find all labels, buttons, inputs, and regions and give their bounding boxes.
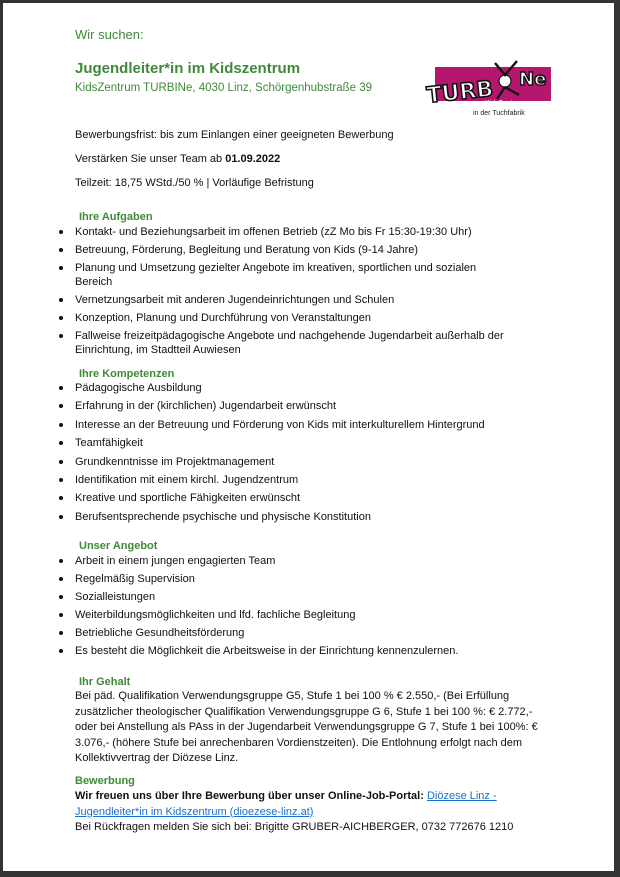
job-title: Jugendleiter*in im Kidszentrum — [75, 60, 301, 77]
start-prefix: Verstärken Sie unser Team ab — [75, 153, 226, 165]
section-title-application: Bewerbung — [75, 775, 135, 787]
document-page — [3, 3, 614, 871]
start-date-line — [75, 153, 280, 165]
list-item-text: Konzeption, Planung und Durchführung von Veranstaltungen — [75, 312, 371, 324]
list-item-text: Arbeit in einem jungen engagierten Team — [75, 555, 276, 567]
bullet-icon — [59, 559, 63, 563]
section-title-tasks: Ihre Aufgaben — [79, 211, 153, 223]
list-item — [3, 418, 515, 432]
list-item-text: Es besteht die Möglichkeit die Arbeitsweise in der Einrichtung kennenzulernen. — [75, 645, 459, 657]
list-item-text: Grundkenntnisse im Projektmanagement — [75, 455, 275, 468]
list-item-text: Vernetzungsarbeit mit anderen Jugendeinrichtungen und Schulen — [75, 294, 395, 306]
tasks-list — [3, 225, 515, 361]
list-item — [3, 436, 515, 450]
bullet-icon — [59, 631, 63, 635]
list-item — [3, 473, 515, 487]
turbine-logo — [423, 55, 553, 121]
list-item — [3, 225, 515, 239]
list-item-text: Sozialleistungen — [75, 591, 156, 603]
svg-text:TURB: TURB — [425, 76, 495, 109]
bullet-icon — [59, 496, 63, 500]
bullet-icon — [59, 441, 63, 445]
list-item — [3, 644, 515, 658]
bullet-icon — [59, 577, 63, 581]
application-lead: Wir freuen uns über Ihre Bewerbung über unser Online-Job-Portal: — [75, 790, 427, 802]
salary-text: Bei päd. Qualifikation Verwendungsgruppe G5, Stufe 1 bei 100 % € 2.550,- (Bei Erfüllung zusätzlicher theologischer Qualifikation Verwendungsgruppe G 6, Stufe 1 bei 100 %: € 2.772,- oder bei Anstellung als PAss in der Jugendarbeit Verwendungsgruppe G 7, Stufe 1 bei 100%: € 3.076,- (höhere Stufe bei anrechenbaren Vordienstzeiten). Die Entlohnung erfolgt nach dem Kollektivvertrag der Diözese Linz. — [75, 690, 538, 765]
bullet-icon — [59, 334, 63, 338]
contact-info: Bei Rückfragen melden Sie sich bei: Brigitte GRUBER-AICHBERGER, 0732 772676 1210 — [75, 821, 514, 834]
list-item — [3, 329, 515, 357]
offer-list — [3, 554, 515, 662]
bullet-icon — [59, 230, 63, 234]
list-item — [3, 491, 515, 505]
bullet-icon — [59, 460, 63, 464]
list-item-text: Regelmäßig Supervision — [75, 573, 195, 585]
list-item — [3, 572, 515, 586]
bullet-icon — [59, 386, 63, 390]
bullet-icon — [59, 649, 63, 653]
list-item-text: Kontakt- und Beziehungsarbeit im offenen Betrieb (zZ Mo bis Fr 15:30-19:30 Uhr) — [75, 226, 472, 238]
skills-list — [3, 381, 515, 528]
logo-line2: in der Tuchfabrik — [473, 110, 525, 117]
list-item-text: Berufsentsprechende psychische und physische Konstitution — [75, 510, 371, 523]
start-date: 01.09.2022 — [225, 153, 281, 165]
list-item — [3, 608, 515, 622]
list-item-text: Weiterbildungsmöglichkeiten und lfd. fachliche Begleitung — [75, 609, 356, 621]
job-portal-link[interactable]: Diözese Linz - Jugendleiter*in im Kidszentrum (dioezese-linz.at) — [75, 790, 497, 818]
list-item-text: Planung und Umsetzung gezielter Angebote im kreativen, sportlichen und sozialen Bereich — [75, 262, 477, 288]
section-title-offer: Unser Angebot — [79, 540, 158, 552]
bullet-icon — [59, 404, 63, 408]
bullet-icon — [59, 298, 63, 302]
bullet-icon — [59, 595, 63, 599]
deadline: Bewerbungsfrist: bis zum Einlangen einer geeigneten Bewerbung — [75, 129, 394, 141]
bullet-icon — [59, 248, 63, 252]
bullet-icon — [59, 316, 63, 320]
list-item — [3, 381, 515, 395]
list-item — [3, 554, 515, 568]
location: KidsZentrum TURBINe, 4030 Linz, Schörgenhubstraße 39 — [75, 82, 373, 94]
list-item — [3, 243, 515, 257]
svg-text:Ne: Ne — [519, 69, 547, 90]
list-item-text: Betriebliche Gesundheitsförderung — [75, 627, 245, 639]
list-item-text: Pädagogische Ausbildung — [75, 382, 202, 394]
bullet-icon — [59, 613, 63, 617]
list-item — [3, 590, 515, 604]
hours: Teilzeit: 18,75 WStd./50 % | Vorläufige Befristung — [75, 177, 314, 189]
list-item-text: Betreuung, Förderung, Begleitung und Beratung von Kids (9-14 Jahre) — [75, 244, 419, 256]
list-item-text: Identifikation mit einem kirchl. Jugendzentrum — [75, 473, 299, 486]
application-text — [75, 789, 545, 836]
logo-line1: KidsZentrum — [485, 100, 525, 107]
list-item — [3, 293, 515, 307]
list-item — [3, 399, 515, 413]
bullet-icon — [59, 423, 63, 427]
section-title-salary: Ihr Gehalt — [79, 676, 131, 688]
list-item — [3, 510, 515, 524]
list-item — [3, 311, 515, 325]
section-title-skills: Ihre Kompetenzen — [79, 368, 175, 380]
list-item-text: Fallweise freizeitpädagogische Angebote und nachgehende Jugendarbeit außerhalb der Einrichtung, im Stadtteil Auwiesen — [75, 330, 504, 356]
bullet-icon — [59, 515, 63, 519]
list-item-text: Interesse an der Betreuung und Förderung von Kids mit interkulturellem Hintergrund — [75, 418, 485, 431]
kicker: Wir suchen: — [75, 27, 144, 42]
bullet-icon — [59, 478, 63, 482]
list-item-text: Kreative und sportliche Fähigkeiten erwünscht — [75, 492, 301, 505]
list-item — [3, 626, 515, 640]
list-item-text: Erfahrung in der (kirchlichen) Jugendarbeit erwünscht — [75, 400, 337, 413]
list-item — [3, 261, 515, 289]
list-item — [3, 455, 515, 469]
list-item-text: Teamfähigkeit — [75, 437, 143, 450]
bullet-icon — [59, 266, 63, 270]
